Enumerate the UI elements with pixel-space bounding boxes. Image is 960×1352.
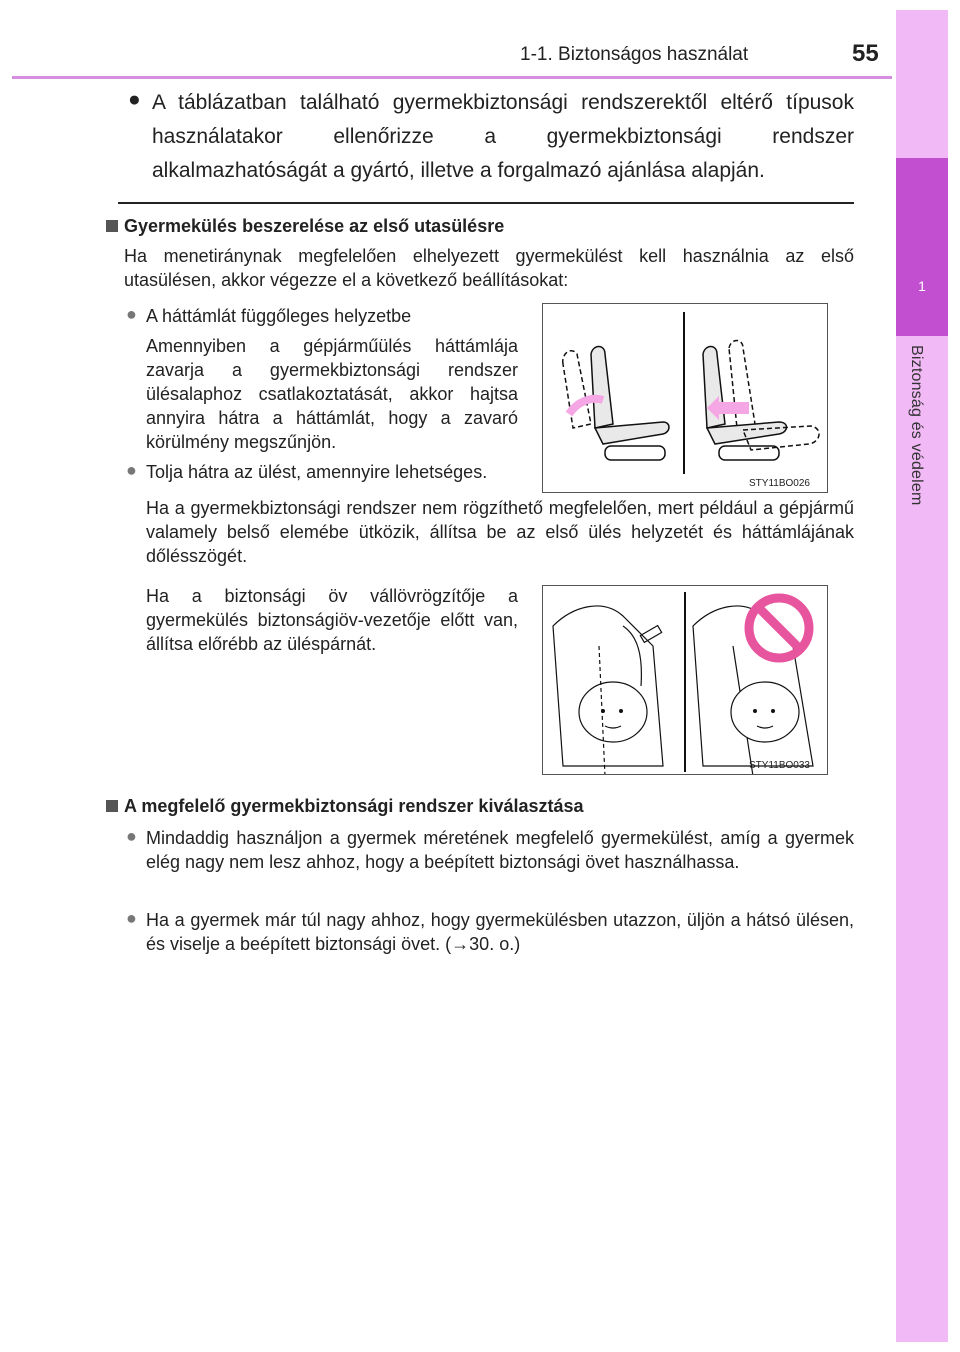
child-seat-illustration (543, 586, 827, 774)
section2-heading-row (106, 796, 584, 817)
square-bullet-icon (106, 800, 118, 812)
section1-para1: Ha a gyermekbiztonsági rendszer nem rögzíthető megfelelően, mert például a gépjármű valamely belső elemébe ütközik, állítsa be az első ülés helyzetét és háttámlájának dőlésszögét. (146, 498, 854, 566)
section1-heading-row (106, 216, 504, 237)
bullet-icon: ● (126, 304, 137, 324)
section-divider (118, 202, 854, 204)
section-title: 1-1. Biztonságos használat (520, 44, 749, 65)
section2-item1: Mindaddig használjon a gyermek méretének megfelelő gyermekülést, amíg a gyermek elég nagy nem lesz ahhoz, hogy a beépített biztonsági övet használhassa. (146, 828, 854, 872)
section2-item2: Ha a gyermek már túl nagy ahhoz, hogy gyermekülésben utazzon, üljön a hátsó ülésen, és viselje a beépített biztonsági övet. (→30. o.) (146, 910, 854, 954)
bullet-icon: ● (126, 460, 137, 480)
section1-item2-title: Tolja hátra az ülést, amennyire lehetséges. (146, 462, 488, 482)
page-number: 55 (852, 40, 879, 67)
section1-para2: Ha a biztonsági öv vállövrögzítője a gyermekülés biztonságiöv-vezetője előtt van, állítsa előrébb az üléspárnát. (146, 586, 518, 654)
seat-illustration (543, 304, 827, 492)
seatbelt-child-figure (542, 585, 828, 775)
intro-text: A táblázatban található gyermekbiztonsági rendszerektől eltérő típusok használatakor ellenőrizze a gyermekbiztonsági rendszer alkalmazhatóságát a gyártó, illetve a forgalmazó ajánlása alapján. (152, 91, 854, 182)
chapter-title: Biztonság és védelem (908, 345, 925, 506)
figure1-label: STY11BO026 (749, 478, 810, 489)
header-rule (12, 76, 892, 79)
seat-adjustment-figure (542, 303, 828, 493)
section2-heading: A megfelelő gyermekbiztonsági rendszer kiválasztása (124, 796, 584, 816)
section1-item1-text: Amennyiben a gépjárműülés háttámlája zavarja a gyermekbiztonsági rendszer ülésalaphoz csatlakoztatását, akkor hajtsa annyira hátra a háttámlát, hogy a zavaró körülmény megszűnjön. (146, 336, 518, 452)
section1-intro: Ha menetiránynak megfelelően elhelyezett gyermekülést kell használnia az első utasülésen, akkor végezze el a következő beállításokat: (124, 246, 854, 290)
arrow-icon (719, 402, 749, 414)
bullet-icon: ● (126, 908, 137, 928)
section1-item1-title: A háttámlát függőleges helyzetbe (146, 306, 412, 326)
intro-bullet: ● (128, 88, 141, 111)
square-bullet-icon (106, 220, 118, 232)
section1-heading: Gyermekülés beszerelése az első utasülésre (124, 216, 505, 236)
chapter-number-tab (896, 158, 948, 336)
chapter-number: 1 (918, 278, 926, 294)
figure2-label: STY11BO033 (749, 760, 810, 771)
bullet-icon: ● (126, 826, 137, 846)
